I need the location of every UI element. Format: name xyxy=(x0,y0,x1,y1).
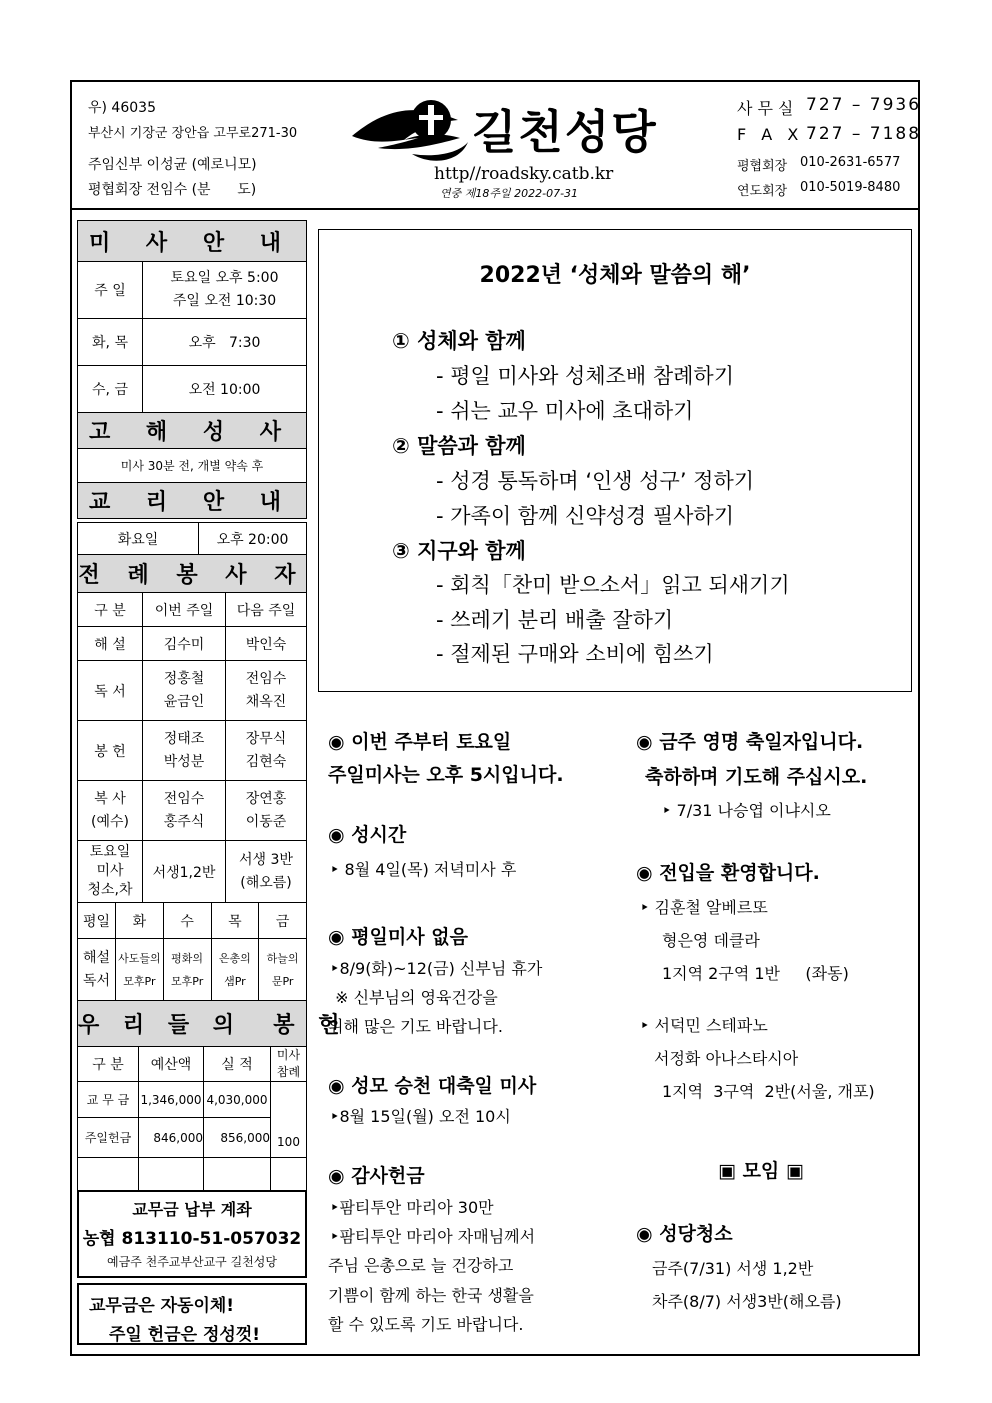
pres-phone: 010-2631-6577 xyxy=(800,155,901,170)
theme-item: - 회칙「찬미 받으소서」읽고 되새기기 xyxy=(436,573,790,597)
server-this: 김수미 xyxy=(143,627,226,661)
theme-item: - 평일 미사와 성체조배 참례하기 xyxy=(436,364,734,388)
mass-day: 주 일 xyxy=(78,262,143,319)
server-role: 토요일 xyxy=(89,844,131,860)
pastor: 주임신부 이성균 (예로니모) xyxy=(88,157,257,173)
server-role: 복 사 xyxy=(94,790,126,807)
catechism-title: 교 리 안 내 xyxy=(78,483,307,519)
notice-text: 위해 많은 기도 바랍니다. xyxy=(328,1017,503,1036)
mass-time: 주일 오전 10:30 xyxy=(172,293,277,309)
notice-title: ◉ 이번 주부터 토요일 xyxy=(328,731,512,753)
slogan-line: 주일 헌금은 정성껏! xyxy=(109,1325,260,1345)
confession-text: 미사 30분 전, 개별 약속 후 xyxy=(78,449,307,483)
weekday-cell: 사도들의 xyxy=(118,951,161,965)
notice-title: ◉ 성당청소 xyxy=(636,1223,733,1245)
offering-empty xyxy=(204,1158,271,1192)
fax-label: F A X xyxy=(737,125,804,144)
account-box xyxy=(77,1190,307,1278)
server-this: 서생1,2반 xyxy=(143,841,226,903)
server-next: 장무식 xyxy=(245,730,287,747)
notice-text: 1지역 3구역 2반(서울, 개포) xyxy=(662,1082,875,1101)
server-next: 김현숙 xyxy=(245,753,287,770)
server-next: 전임수 xyxy=(245,670,287,687)
theme-item: - 쉬는 교우 미사에 초대하기 xyxy=(436,399,694,423)
notice-text: 1지역 2구역 1반 (좌동) xyxy=(662,964,849,983)
offering-header: 참례 xyxy=(276,1065,301,1079)
server-this: 전임수 xyxy=(163,790,205,807)
server-this: 정태조 xyxy=(163,730,205,747)
mass-day: 화, 목 xyxy=(78,319,143,366)
notice-text: 기쁨이 함께 하는 한국 생활을 xyxy=(328,1286,534,1305)
account-number: 농협 813110-51-057032 xyxy=(82,1229,302,1249)
weekday-cell: 평화의 xyxy=(171,951,204,965)
server-next: (해오름) xyxy=(240,874,292,891)
servers-header: 이번 주일 xyxy=(143,593,226,627)
notice-text: ‣ 8월 4일(목) 저녁미사 후 xyxy=(330,860,517,879)
notice-text: ‣팜티투안 마리아 자매님께서 xyxy=(330,1227,536,1246)
offering-header: 실 적 xyxy=(204,1047,271,1082)
server-next: 이동준 xyxy=(245,813,287,830)
slogan-line: 교무금은 자동이체! xyxy=(89,1296,235,1316)
theme-heading: ③ 지구와 함께 xyxy=(392,539,526,563)
offering-attendance: 100 xyxy=(271,1082,307,1158)
meeting-title: ▣ 모임 ▣ xyxy=(718,1160,804,1182)
notice-text: 서정화 아나스타시아 xyxy=(654,1049,799,1068)
offering-title: 우 리 들 의 봉 헌 xyxy=(78,1001,307,1047)
yeondo-label: 연도회장 xyxy=(737,184,788,199)
catechism-time: 오후 20:00 xyxy=(199,523,307,555)
notice-text: ‣8월 15일(월) 오전 10시 xyxy=(330,1107,511,1126)
theme-heading: ② 말씀과 함께 xyxy=(392,434,526,458)
offering-actual: 4,030,000 xyxy=(204,1082,271,1118)
offering-empty xyxy=(271,1158,307,1192)
yeondo-phone: 010-5019-8480 xyxy=(800,180,901,195)
notice-title: ◉ 성모 승천 대축일 미사 xyxy=(328,1075,537,1097)
theme-title: 2022년 ‘성체와 말씀의 해’ xyxy=(479,263,751,288)
weekday-role: 해설 xyxy=(82,949,111,966)
notice-title: ◉ 성시간 xyxy=(328,824,407,846)
offering-header: 예산액 xyxy=(139,1047,204,1082)
weekday-cell: 샘Pr xyxy=(224,974,246,988)
confession-title: 고 해 성 사 xyxy=(78,413,307,449)
mass-time: 토요일 오후 5:00 xyxy=(170,270,279,286)
server-role: 미사 xyxy=(96,863,124,879)
office-phone: 727 – 7936 xyxy=(806,95,922,115)
server-this: 홍주식 xyxy=(163,813,205,830)
servers-table xyxy=(77,592,307,903)
weekday-header: 금 xyxy=(259,903,307,939)
server-role: 청소,차 xyxy=(87,882,133,898)
weekday-cell: 하늘의 xyxy=(266,951,299,965)
notice-text: 금주(7/31) 서생 1,2반 xyxy=(652,1259,814,1278)
weekday-header: 화 xyxy=(116,903,164,939)
offering-name: 주일헌금 xyxy=(78,1118,139,1158)
weekday-cell: 문Pr xyxy=(271,974,294,988)
offering-empty xyxy=(139,1158,204,1192)
weekday-cell: 모후Pr xyxy=(171,974,204,988)
address: 부산시 기장군 장안읍 고무로271-30 xyxy=(88,126,298,141)
servers-header: 다음 주일 xyxy=(226,593,307,627)
weekday-cell: 모후Pr xyxy=(123,974,156,988)
weekday-header: 수 xyxy=(163,903,211,939)
server-next: 서생 3반 xyxy=(239,851,293,868)
offering-budget: 846,000 xyxy=(139,1118,204,1158)
catechism-day: 화요일 xyxy=(78,523,199,555)
server-this: 박성분 xyxy=(163,753,205,770)
offering-name: 교 무 금 xyxy=(78,1082,139,1118)
notice-text: 차주(8/7) 서생3반(해오름) xyxy=(652,1292,842,1311)
servers-title: 전 례 봉 사 자 xyxy=(78,555,307,593)
notice-title: ◉ 전입을 환영합니다. xyxy=(636,862,820,884)
weekday-header: 목 xyxy=(211,903,259,939)
mass-time: 오후 7:30 xyxy=(143,319,307,366)
offering-budget: 1,346,000 xyxy=(139,1082,204,1118)
notice-text: 할 수 있도록 기도 바랍니다. xyxy=(328,1315,524,1334)
postal-code: 우) 46035 xyxy=(88,100,156,116)
server-this: 윤금인 xyxy=(163,693,205,710)
mass-time: 오전 10:00 xyxy=(143,366,307,413)
notice-text: 주님 은총으로 늘 건강하고 xyxy=(328,1256,514,1275)
council-president: 평협회장 전임수 (분 도) xyxy=(88,182,257,198)
pres-label: 평협회장 xyxy=(737,159,788,174)
account-holder: 예금주 천주교부산교구 길천성당 xyxy=(107,1255,277,1269)
server-next: 채옥진 xyxy=(245,693,287,710)
server-role: (예수) xyxy=(91,813,129,830)
theme-heading: ① 성체와 함께 xyxy=(392,329,526,353)
server-role: 독 서 xyxy=(78,661,143,721)
server-role: 해 설 xyxy=(78,627,143,661)
offering-table xyxy=(77,1046,307,1192)
notice-title: ◉ 감사헌금 xyxy=(328,1165,425,1187)
account-title: 교무금 납부 계좌 xyxy=(132,1200,252,1219)
notice-text: ‣ 서덕민 스테파노 xyxy=(640,1016,768,1035)
catechism-table xyxy=(77,522,307,593)
servers-header: 구 분 xyxy=(78,593,143,627)
offering-header: 구 분 xyxy=(78,1047,139,1082)
offering-header: 미사 xyxy=(276,1048,301,1062)
weekday-servers-table xyxy=(77,902,348,1047)
notice-text: ‣ 김훈철 알베르또 xyxy=(640,898,768,917)
server-next: 장연홍 xyxy=(245,790,287,807)
theme-item: - 성경 통독하며 ‘인생 성구’ 정하기 xyxy=(436,469,755,493)
notice-text: 형은영 데클라 xyxy=(662,931,760,950)
website-url[interactable]: http//roadsky.catb.kr xyxy=(434,164,614,184)
office-label: 사무실 xyxy=(737,99,799,118)
weekday-header: 평일 xyxy=(78,903,116,939)
weekday-cell: 은총의 xyxy=(218,951,251,965)
offering-empty xyxy=(78,1158,139,1192)
server-next: 박인숙 xyxy=(226,627,307,661)
slogan-box xyxy=(77,1283,307,1345)
theme-item: - 가족이 함께 신약성경 필사하기 xyxy=(436,504,734,528)
notice-title: ◉ 금주 영명 축일자입니다. xyxy=(636,731,864,753)
notice-text: ‣팜티투안 마리아 30만 xyxy=(330,1198,494,1217)
mass-day: 수, 금 xyxy=(78,366,143,413)
notice-text: ‣ 7/31 나승엽 이냐시오 xyxy=(662,801,831,820)
notice-text: ※ 신부님의 영육건강을 xyxy=(330,988,498,1007)
theme-item: - 쓰레기 분리 배출 잘하기 xyxy=(436,608,674,632)
mass-title: 미 사 안 내 xyxy=(78,221,307,262)
church-name: 길천성당 xyxy=(472,105,658,159)
server-this: 정홍철 xyxy=(163,670,205,687)
offering-actual: 856,000 xyxy=(204,1118,271,1158)
notice-title: 축하하며 기도해 주십시오. xyxy=(645,766,868,788)
notice-title: ◉ 평일미사 없음 xyxy=(328,926,468,948)
theme-item: - 절제된 구매와 소비에 힘쓰기 xyxy=(436,642,714,666)
notice-title: 주일미사는 오후 5시입니다. xyxy=(328,764,564,786)
issue-date: 연중 제18주일 2022-07-31 xyxy=(440,187,579,200)
notice-text: ‣8/9(화)~12(금) 신부님 휴가 xyxy=(330,959,543,978)
mass-schedule-table xyxy=(77,220,307,519)
fax-number: 727 – 7188 xyxy=(806,124,922,144)
server-role: 봉 헌 xyxy=(78,721,143,781)
weekday-role: 독서 xyxy=(82,972,111,989)
